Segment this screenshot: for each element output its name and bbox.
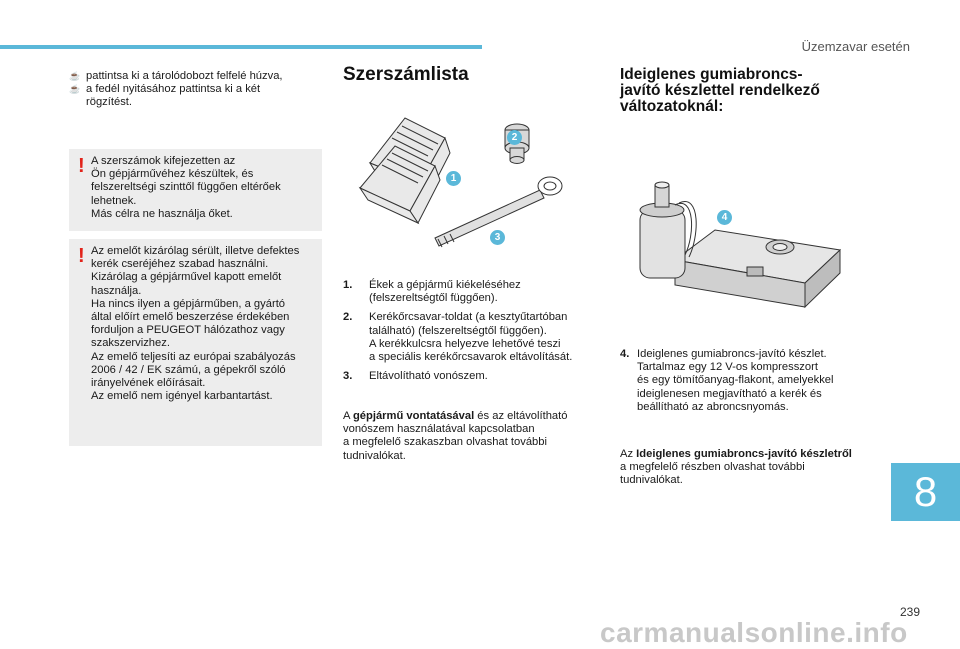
arrow-icon: ☕ <box>69 84 81 95</box>
page-number: 239 <box>900 605 921 619</box>
header-accent-bar <box>0 45 482 49</box>
callout-badge: 4 <box>717 210 732 225</box>
callout-badge: 1 <box>446 171 461 186</box>
instruction-bullets <box>69 70 321 110</box>
callout-badge: 3 <box>490 230 505 245</box>
bullet-item: ☕ a fedél nyitásához pattintsa ki a két <box>69 83 261 96</box>
list-item: 2. Kerékőrcsavar-toldat (a kesztyűtartóban található) (felszereltségtől függően). A kerékkulcsra helyezve lehetővé teszi a speciális kerékőrcsavarok eltávolítását. <box>343 311 573 364</box>
chapter-tab: 8 <box>891 463 960 521</box>
watermark: carmanualsonline.info <box>600 617 908 648</box>
bullet-item: rögzítést. <box>86 96 133 109</box>
list-item: 4. Ideiglenes gumiabroncs-javító készlet. Tartalmaz egy 12 V-os kompresszort és egy tömítőanyag-flakont, amelyekkel ideiglenesen megjavítható a kerék és beállítható az abroncsnyomás. <box>620 348 834 413</box>
towing-reference-paragraph: A gépjármű vontatásával és az eltávolítható vonószem használatával kapcsolatban a megfelelő szakaszban olvashat további tudnivalókat. <box>343 410 568 462</box>
list-item: 3. Eltávolítható vonószem. <box>343 370 488 383</box>
tools-list-title: Szerszámlista <box>343 64 469 85</box>
repair-kit-title: Ideiglenes gumiabroncs- javító készlettel rendelkező változatoknál: <box>620 66 820 115</box>
warning-box-tools: ! A szerszámok kifejezetten az Ön gépjárművéhez készültek, és felszereltségi szinttől függően eltérőek lehetnek. Más célra ne használja őket. <box>69 149 322 231</box>
compressor-unit <box>675 230 840 307</box>
warning-box-jack: ! Az emelőt kizárólag sérült, illetve defektes kerék cseréjéhez szabad használni. Kizárólag a gépjárművel kapott emelőt használja. Ha nincs ilyen a gépjárműben, a gyártó által előírt emelő beszerzése érdekében forduljon a PEUGEOT hálózathoz vagy szakszervizhez. Az emelő teljesíti az európai szabályozás 2006 / 42 / EK számú, a gépekről szóló irányelvének előírásait. Az emelő nem igényel karbantartást. <box>69 239 322 446</box>
bullet-item: ☕ pattintsa ki a tárolódobozt felfelé húzva, <box>69 70 283 82</box>
warning-exclamation-icon: ! <box>78 155 85 177</box>
section-title: Üzemzavar esetén <box>801 39 910 54</box>
repair-kit-illustration <box>635 175 845 315</box>
repair-kit-reference-paragraph: Az Ideiglenes gumiabroncs-javító készletről a megfelelő részben olvashat további tudnivalókat. <box>620 448 852 487</box>
warning-exclamation-icon: ! <box>78 245 85 267</box>
arrow-icon: ☕ <box>69 71 81 81</box>
list-item: 1. Ékek a gépjármű kiékeléséhez (felszereltségtől függően). <box>343 279 521 305</box>
repair-kit-list <box>620 348 880 420</box>
callout-badge: 2 <box>507 130 522 145</box>
tools-numbered-list <box>343 279 593 389</box>
